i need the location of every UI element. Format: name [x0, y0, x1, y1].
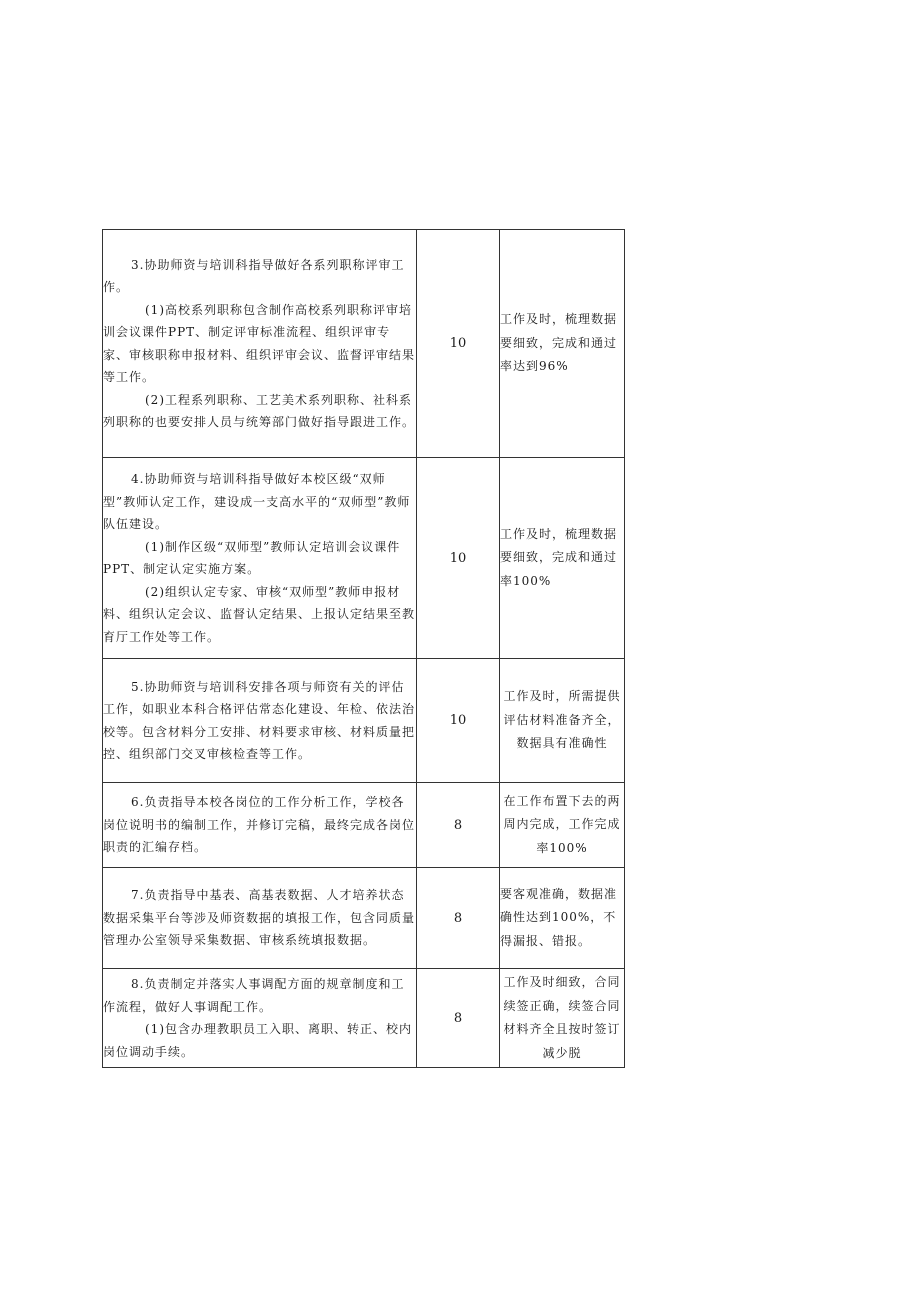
task-lead: 3.协助师资与培训科指导做好各系列职称评审工作。: [103, 257, 405, 294]
task-lead: 4.协助师资与培训科指导做好本校区级“双师型”教师认定工作，建设成一支高水平的“双师型”教师队伍建设。: [103, 472, 411, 531]
table-row: [103, 458, 625, 659]
task-sub-item: (1)包含办理教职员工入职、离职、转正、校内岗位调动手续。: [103, 1022, 412, 1059]
score-cell: 10: [417, 458, 500, 659]
task-cell: [103, 659, 417, 783]
score-cell: 8: [417, 783, 500, 868]
task-lead: 6.负责指导本校各岗位的工作分析工作，学校各岗位说明书的编制工作，并修订完稿，最终完成各岗位职责的汇编存档。: [103, 795, 416, 855]
table-row: [103, 659, 625, 783]
task-cell: [103, 783, 417, 868]
standard-cell: 在工作布置下去的两周内完成，工作完成率100%: [500, 783, 625, 868]
task-lead: 8.负责制定并落实人事调配方面的规章制度和工作流程，做好人事调配工作。: [103, 977, 405, 1014]
assessment-table: [102, 229, 625, 1068]
standard-cell: 工作及时细致，合同续签正确，续签合同材料齐全且按时签订减少脱: [500, 969, 625, 1068]
table-row: [103, 969, 625, 1068]
score-cell: 10: [417, 230, 500, 458]
task-lead: 5.协助师资与培训科安排各项与师资有关的评估工作，如职业本科合格评估常态化建设、年检、依法治校等。包含材料分工安排、材料要求审核、材料质量把控、组织部门交叉审核检查等工作。: [103, 679, 416, 761]
task-sub-item: (2)工程系列职称、工艺美术系列职称、社科系列职称的也要安排人员与统筹部门做好指导跟进工作。: [103, 392, 416, 429]
standard-cell: 工作及时，所需提供评估材料准备齐全，数据具有准确性: [500, 659, 625, 783]
task-cell: [103, 868, 417, 969]
task-lead: 7.负责指导中基表、高基表数据、人才培养状态数据采集平台等涉及师资数据的填报工作，包含同质量管理办公室领导采集数据、审核系统填报数据。: [103, 888, 416, 948]
task-sub-item: (1)高校系列职称包含制作高校系列职称评审培训会议课件PPT、制定评审标准流程、组织评审专家、审核职称申报材料、组织评审会议、监督评审结果等工作。: [103, 302, 416, 384]
standard-cell: 工作及时，梳理数据要细致，完成和通过率达到96%: [500, 230, 625, 458]
table-row: [103, 868, 625, 969]
task-cell: [103, 969, 417, 1068]
standard-cell: 要客观准确，数据准确性达到100%，不得漏报、错报。: [500, 868, 625, 969]
table-row: [103, 783, 625, 868]
task-sub-item: (2)组织认定专家、审核“双师型”教师申报材料、组织认定会议、监督认定结果、上报认定结果至教育厅工作处等工作。: [103, 584, 416, 644]
table-row: [103, 230, 625, 458]
task-cell: [103, 230, 417, 458]
task-cell: [103, 458, 417, 659]
score-cell: 8: [417, 868, 500, 969]
score-cell: 10: [417, 659, 500, 783]
score-cell: 8: [417, 969, 500, 1068]
standard-cell: 工作及时，梳理数据要细致，完成和通过率100%: [500, 458, 625, 659]
task-sub-item: (1)制作区级“双师型”教师认定培训会议课件PPT、制定认定实施方案。: [103, 539, 401, 576]
